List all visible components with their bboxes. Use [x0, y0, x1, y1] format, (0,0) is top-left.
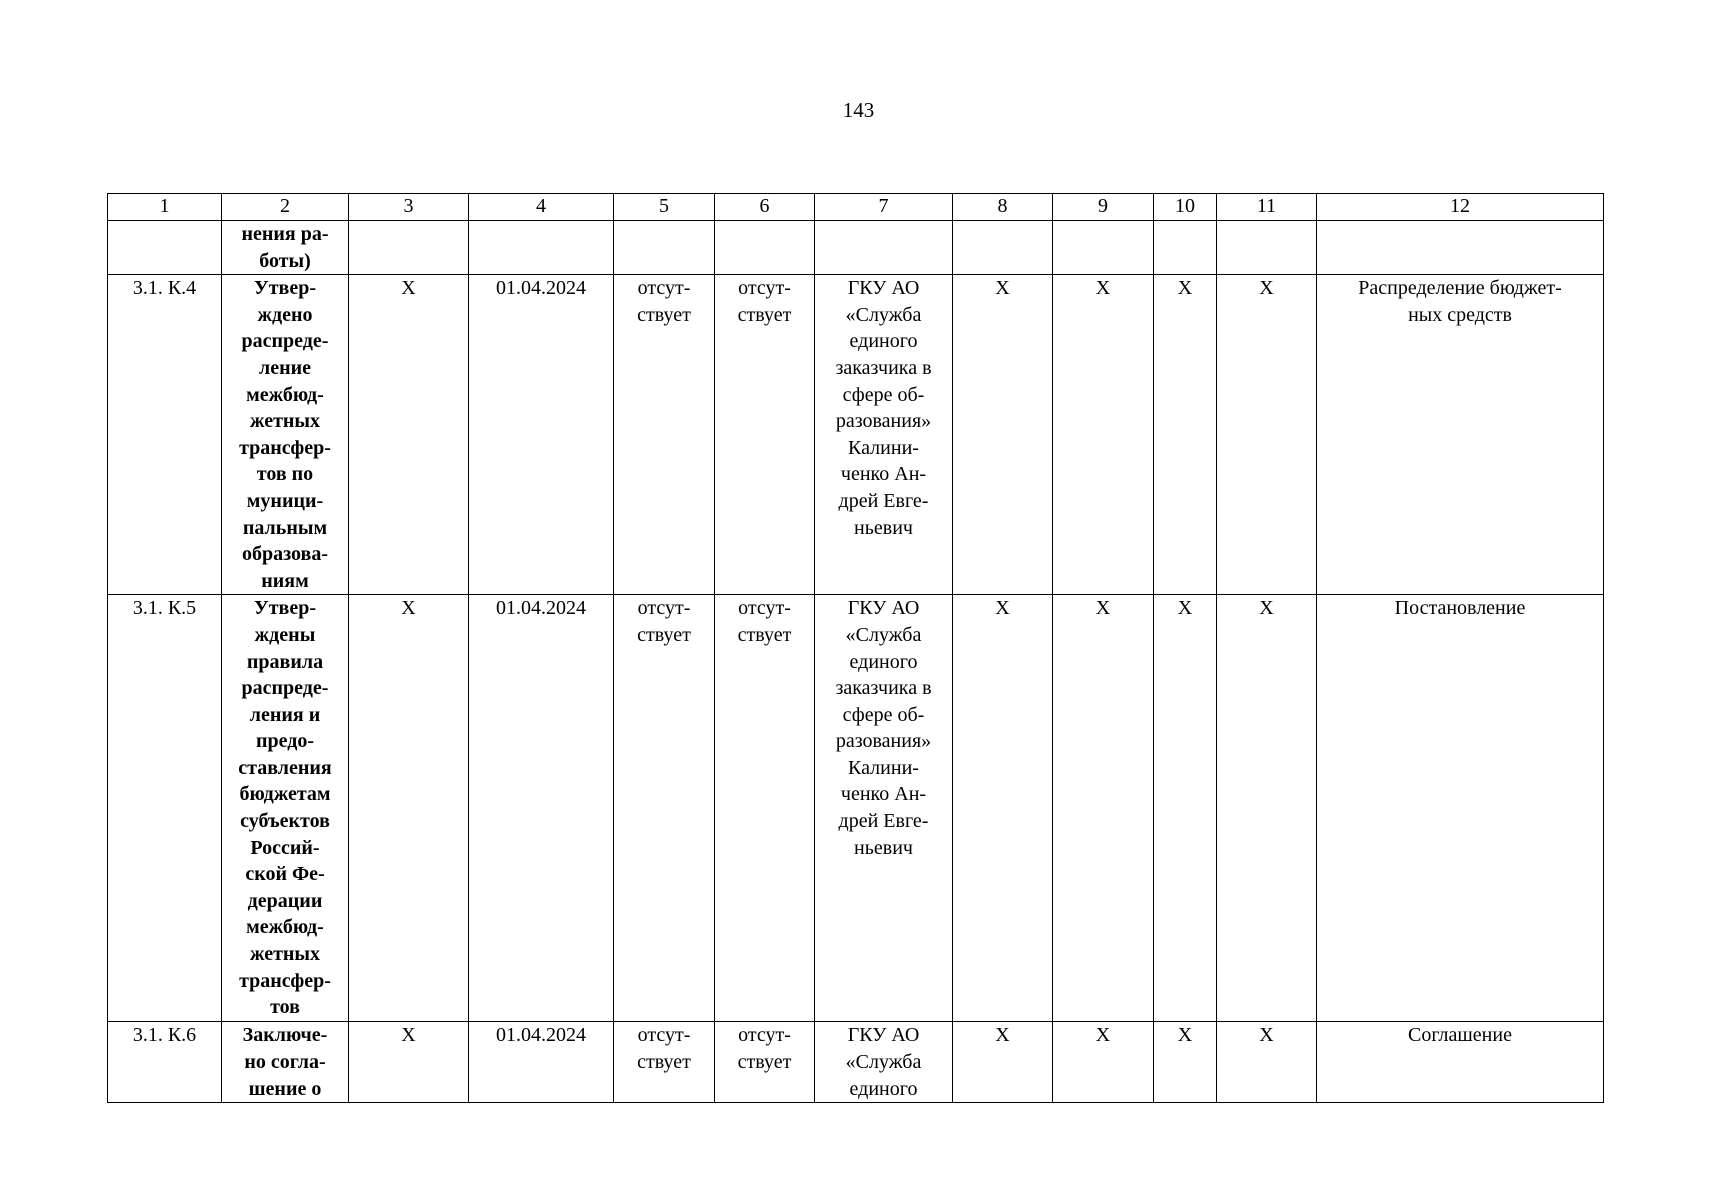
column-number: 10 — [1154, 194, 1217, 221]
mark-cell: X — [1053, 595, 1154, 1022]
cell-line: муници- — [246, 489, 324, 512]
cell-line: межбюд- — [246, 383, 324, 406]
mark-cell: X — [1053, 1022, 1154, 1103]
status-cell — [715, 1022, 815, 1103]
cell-line: разования» — [835, 410, 932, 433]
table-cell — [614, 221, 715, 275]
cell-line: Постановление — [1394, 597, 1526, 620]
cell-line: единого — [849, 650, 918, 673]
cell-line: дерации — [247, 889, 323, 912]
column-number-row — [108, 194, 1604, 221]
cell-line: но согла- — [244, 1050, 326, 1073]
table-cell — [715, 221, 815, 275]
result-cell — [1317, 275, 1604, 595]
cell-line: Утвер- — [254, 277, 316, 300]
cell-line: предо- — [255, 730, 315, 753]
cell-line: ления и — [249, 703, 321, 726]
cell-line: жетных — [249, 410, 321, 433]
table-cell — [469, 221, 614, 275]
status-cell — [614, 1022, 715, 1103]
cell-line: ставления — [238, 756, 332, 779]
row-id-cell: 3.1. К.6 — [108, 1022, 222, 1103]
row-id-cell: 3.1. К.5 — [108, 595, 222, 1022]
table-cell — [953, 221, 1053, 275]
cell-line: единого — [849, 330, 918, 353]
date-cell: 01.04.2024 — [469, 595, 614, 1022]
cell-line: отсут- — [637, 597, 691, 620]
table-row — [108, 595, 1604, 1022]
table-cell — [1217, 221, 1317, 275]
cell-line: ньевич — [854, 516, 913, 539]
continued-row — [108, 221, 1604, 275]
cell-line: шение о — [248, 1077, 322, 1100]
mark-cell: X — [1217, 275, 1317, 595]
status-cell — [715, 595, 815, 1022]
mark-cell: X — [349, 1022, 469, 1103]
cell-line: ГКУ АО — [847, 1024, 920, 1047]
date-cell: 01.04.2024 — [469, 1022, 614, 1103]
column-number: 9 — [1053, 194, 1154, 221]
cell-line: отсут- — [738, 597, 791, 620]
column-number: 5 — [614, 194, 715, 221]
cell-line: Заключе- — [242, 1024, 328, 1047]
cell-line: пальным — [242, 516, 328, 539]
cell-line: ньевич — [854, 836, 913, 859]
page-number: 143 — [842, 98, 875, 122]
cell-line: отсут- — [637, 277, 691, 300]
mark-cell: X — [1154, 595, 1217, 1022]
cell-line: распреде- — [241, 677, 329, 700]
cell-line: ствует — [737, 303, 792, 326]
cell-line: распреде- — [241, 330, 329, 353]
column-number: 7 — [815, 194, 953, 221]
cell-line: Утвер- — [254, 597, 316, 620]
table-cell — [815, 221, 953, 275]
mark-cell: X — [1154, 275, 1217, 595]
cell-line: Россий- — [250, 836, 320, 859]
cell-line: ниям — [261, 569, 309, 592]
row-name-cell — [222, 595, 349, 1022]
column-number: 2 — [222, 194, 349, 221]
responsible-cell — [815, 1022, 953, 1103]
cell-line: ГКУ АО — [847, 597, 920, 620]
column-number: 12 — [1317, 194, 1604, 221]
cell-line: ствует — [737, 1050, 792, 1073]
cell-line: трансфер- — [239, 969, 331, 992]
cell-line: ных средств — [1408, 303, 1512, 326]
status-cell — [614, 595, 715, 1022]
column-number: 8 — [953, 194, 1053, 221]
cell-line: ствует — [637, 623, 691, 646]
cell-line: ствует — [637, 1050, 691, 1073]
cell-line: «Служба — [845, 303, 922, 326]
cell-line: ствует — [737, 623, 792, 646]
cell-line: дрей Евге- — [838, 489, 929, 512]
status-cell — [614, 275, 715, 595]
mark-cell: X — [953, 595, 1053, 1022]
cell-line: тов по — [256, 463, 314, 486]
cell-line: нения ра- — [241, 223, 329, 245]
cell-line: боты) — [259, 249, 311, 272]
row-name-cell — [222, 275, 349, 595]
cell-line: бюджетам — [239, 783, 331, 806]
cell-line: единого — [849, 1077, 918, 1100]
table-row — [108, 275, 1604, 595]
column-number: 11 — [1217, 194, 1317, 221]
table-cell — [349, 221, 469, 275]
date-cell: 01.04.2024 — [469, 275, 614, 595]
cell-line: образова- — [241, 543, 328, 566]
column-number: 6 — [715, 194, 815, 221]
result-cell — [1317, 1022, 1604, 1103]
table-row — [108, 1022, 1604, 1103]
cell-line: заказчика в — [835, 356, 932, 379]
cell-line: сфере об- — [842, 703, 925, 726]
table-cell — [1154, 221, 1217, 275]
column-number: 4 — [469, 194, 614, 221]
result-cell — [1317, 595, 1604, 1022]
cell-line: отсут- — [738, 1024, 791, 1047]
mark-cell: X — [349, 275, 469, 595]
mark-cell: X — [1053, 275, 1154, 595]
cell-line: ждено — [257, 303, 313, 326]
cell-line: Распределение бюджет- — [1358, 277, 1562, 300]
cell-line: межбюд- — [246, 916, 324, 939]
table-cell — [1317, 221, 1604, 275]
cell-line: «Служба — [845, 1050, 922, 1073]
cell-line: дрей Евге- — [838, 810, 929, 833]
column-number: 3 — [349, 194, 469, 221]
status-cell — [715, 275, 815, 595]
cell-line: ствует — [637, 303, 691, 326]
continued-name-cell — [222, 221, 349, 275]
responsible-cell — [815, 275, 953, 595]
cell-line: сфере об- — [842, 383, 925, 406]
cell-line: ГКУ АО — [847, 277, 920, 300]
cell-line: ской Фе- — [245, 863, 325, 886]
cell-line: правила — [246, 650, 324, 673]
cell-line: ченко Ан- — [840, 463, 927, 486]
cell-line: трансфер- — [239, 436, 331, 459]
row-id-cell: 3.1. К.4 — [108, 275, 222, 595]
cell-line: ление — [258, 356, 312, 379]
mark-cell: X — [349, 595, 469, 1022]
table-cell — [1053, 221, 1154, 275]
responsible-cell — [815, 595, 953, 1022]
cell-line: Соглашение — [1408, 1024, 1512, 1047]
cell-line: жетных — [249, 943, 321, 966]
column-number: 1 — [108, 194, 222, 221]
cell-line: разования» — [835, 730, 932, 753]
cell-line: отсут- — [738, 277, 791, 300]
cell-line: ждены — [254, 623, 316, 646]
mark-cell: X — [1217, 595, 1317, 1022]
cell-line: заказчика в — [835, 677, 932, 700]
cell-line: отсут- — [637, 1024, 691, 1047]
table-cell — [108, 221, 222, 275]
cell-line: Калини- — [848, 436, 919, 459]
mark-cell: X — [953, 1022, 1053, 1103]
mark-cell: X — [1217, 1022, 1317, 1103]
cell-line: ченко Ан- — [840, 783, 927, 806]
cell-line: тов — [270, 996, 300, 1019]
mark-cell: X — [953, 275, 1053, 595]
cell-line: Калини- — [848, 756, 919, 779]
cell-line: субъектов — [240, 810, 330, 833]
cell-line: «Служба — [845, 623, 922, 646]
plan-table — [107, 193, 1604, 1103]
mark-cell: X — [1154, 1022, 1217, 1103]
row-name-cell — [222, 1022, 349, 1103]
